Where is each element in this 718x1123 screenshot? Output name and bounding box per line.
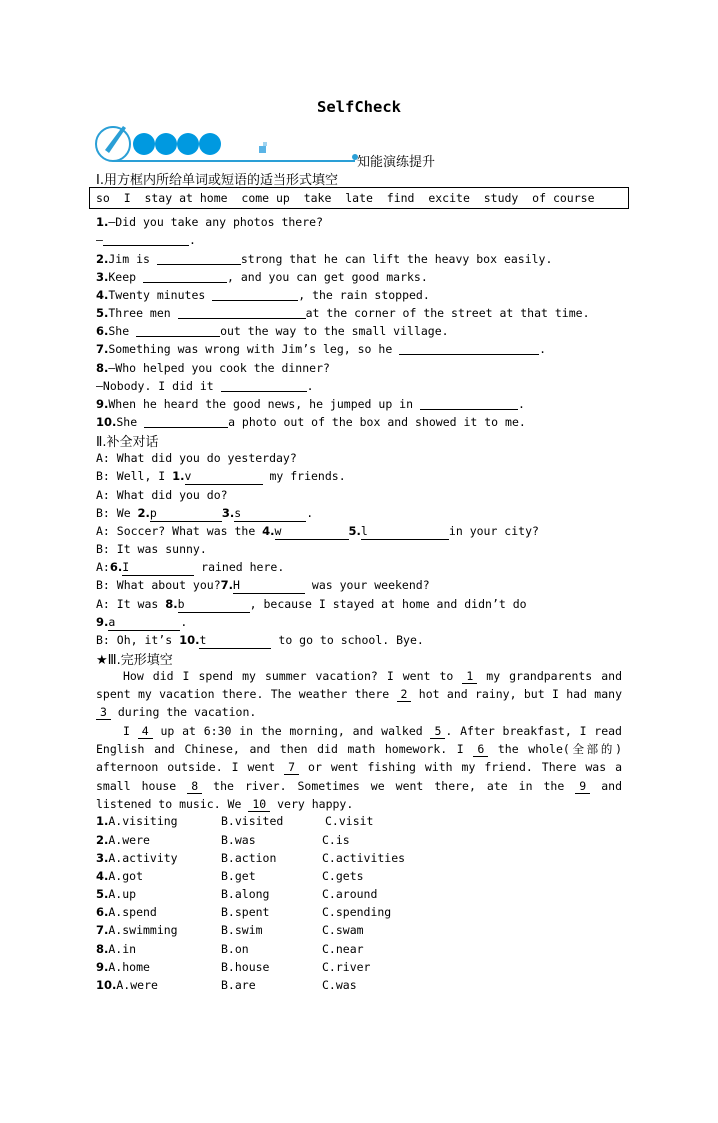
dialog-line-6: B: It was sunny. xyxy=(96,542,207,556)
section3-heading: ★Ⅲ.完形填空 xyxy=(96,653,173,668)
option-b: B.spent xyxy=(221,905,270,919)
dialog-line-2: B: Well, I 1.v my friends. xyxy=(96,469,346,483)
option-row: 10.A.were xyxy=(96,978,158,992)
s1-item-10: 10.She a photo out of the box and showed it to me. xyxy=(96,415,526,429)
option-row: 4.A.got xyxy=(96,869,143,883)
banner-label: 知能演练提升 xyxy=(357,155,436,170)
option-row: 5.A.up xyxy=(96,887,137,901)
dialog-line-3: A: What did you do? xyxy=(96,488,228,502)
option-c: C.gets xyxy=(322,869,364,883)
dialog-line-4: B: We 2.p 3.s . xyxy=(96,506,314,520)
s1-item-7: 7.Something was wrong with Jim’s leg, so he . xyxy=(96,342,547,356)
option-c: C.river xyxy=(322,960,371,974)
s1-item-8-answer: —Nobody. I did it . xyxy=(96,379,314,393)
option-c: C.swam xyxy=(322,923,364,937)
s1-item-6: 6.She out the way to the small village. xyxy=(96,324,449,338)
option-b: B.on xyxy=(221,942,249,956)
word-box: so I stay at home come up take late find excite study of course xyxy=(89,187,629,209)
option-row: 9.A.home xyxy=(96,960,150,974)
s1-item-1-answer: — . xyxy=(96,233,196,247)
dialog-line-1: A: What did you do yesterday? xyxy=(96,451,297,465)
s1-item-4: 4.Twenty minutes , the rain stopped. xyxy=(96,288,430,302)
option-c: C.around xyxy=(322,887,378,901)
option-b: B.along xyxy=(221,887,270,901)
s1-item-3: 3.Keep , and you can get good marks. xyxy=(96,270,428,284)
option-row: 2.A.were xyxy=(96,833,150,847)
option-c: C.was xyxy=(322,978,357,992)
option-b: B.swim xyxy=(221,923,263,937)
s1-item-5: 5.Three men at the corner of the street at that time. xyxy=(96,306,590,320)
option-b: B.visited xyxy=(221,814,284,828)
dialog-line-5: A: Soccer? What was the 4.w 5.l in your city? xyxy=(96,524,539,538)
option-b: B.action xyxy=(221,851,277,865)
option-row: 6.A.spend xyxy=(96,905,157,919)
dialog-line-10: 9.a . xyxy=(96,615,188,629)
page-title: SelfCheck xyxy=(317,98,401,116)
option-c: C.near xyxy=(322,942,364,956)
s1-item-2: 2.Jim is strong that he can lift the heavy box easily. xyxy=(96,252,553,266)
option-c: C.is xyxy=(322,833,350,847)
dialog-line-8: B: What about you?7.H was your weekend? xyxy=(96,578,430,592)
s1-item-1: 1.—Did you take any photos there? xyxy=(96,215,324,229)
option-row: 3.A.activity xyxy=(96,851,178,865)
option-row: 8.A.in xyxy=(96,942,137,956)
s1-item-8: 8.—Who helped you cook the dinner? xyxy=(96,361,330,375)
section1-heading: Ⅰ.用方框内所给单词或短语的适当形式填空 xyxy=(96,173,338,188)
option-row: 7.A.swimming xyxy=(96,923,178,937)
option-c: C.spending xyxy=(322,905,392,919)
option-b: B.was xyxy=(221,833,256,847)
s1-item-9: 9.When he heard the good news, he jumped up in . xyxy=(96,397,525,411)
dialog-line-9: A: It was 8.b , because I stayed at home and didn’t do xyxy=(96,597,527,611)
option-b: B.are xyxy=(221,978,256,992)
cloze-paragraph-1: How did I spend my summer vacation? I went to 1 my grandparents and spent my vacation there. The weather there 2 hot and rainy, but I had many 3 during the vacation. xyxy=(96,669,622,720)
option-c: C.visit xyxy=(325,814,374,828)
option-b: B.get xyxy=(221,869,256,883)
option-c: C.activities xyxy=(322,851,406,865)
option-row: 1.A.visiting xyxy=(96,814,178,828)
dialog-line-7: A:6.I rained here. xyxy=(96,560,285,574)
option-b: B.house xyxy=(221,960,270,974)
dialog-line-11: B: Oh, it’s 10.t to go to school. Bye. xyxy=(96,633,424,647)
section2-heading: Ⅱ.补全对话 xyxy=(96,435,159,450)
cloze-paragraph-2: I 4 up at 6:30 in the morning, and walked 5 . After breakfast, I read English and Chinese, and then did math homework. I 6 the whole(全部的) afternoon outside. I went 7 or went fishing with my friend. There was a small house 8 the river. Sometimes we went there, ate in the 9 and listened to music. We 10 very happy. xyxy=(96,724,622,811)
